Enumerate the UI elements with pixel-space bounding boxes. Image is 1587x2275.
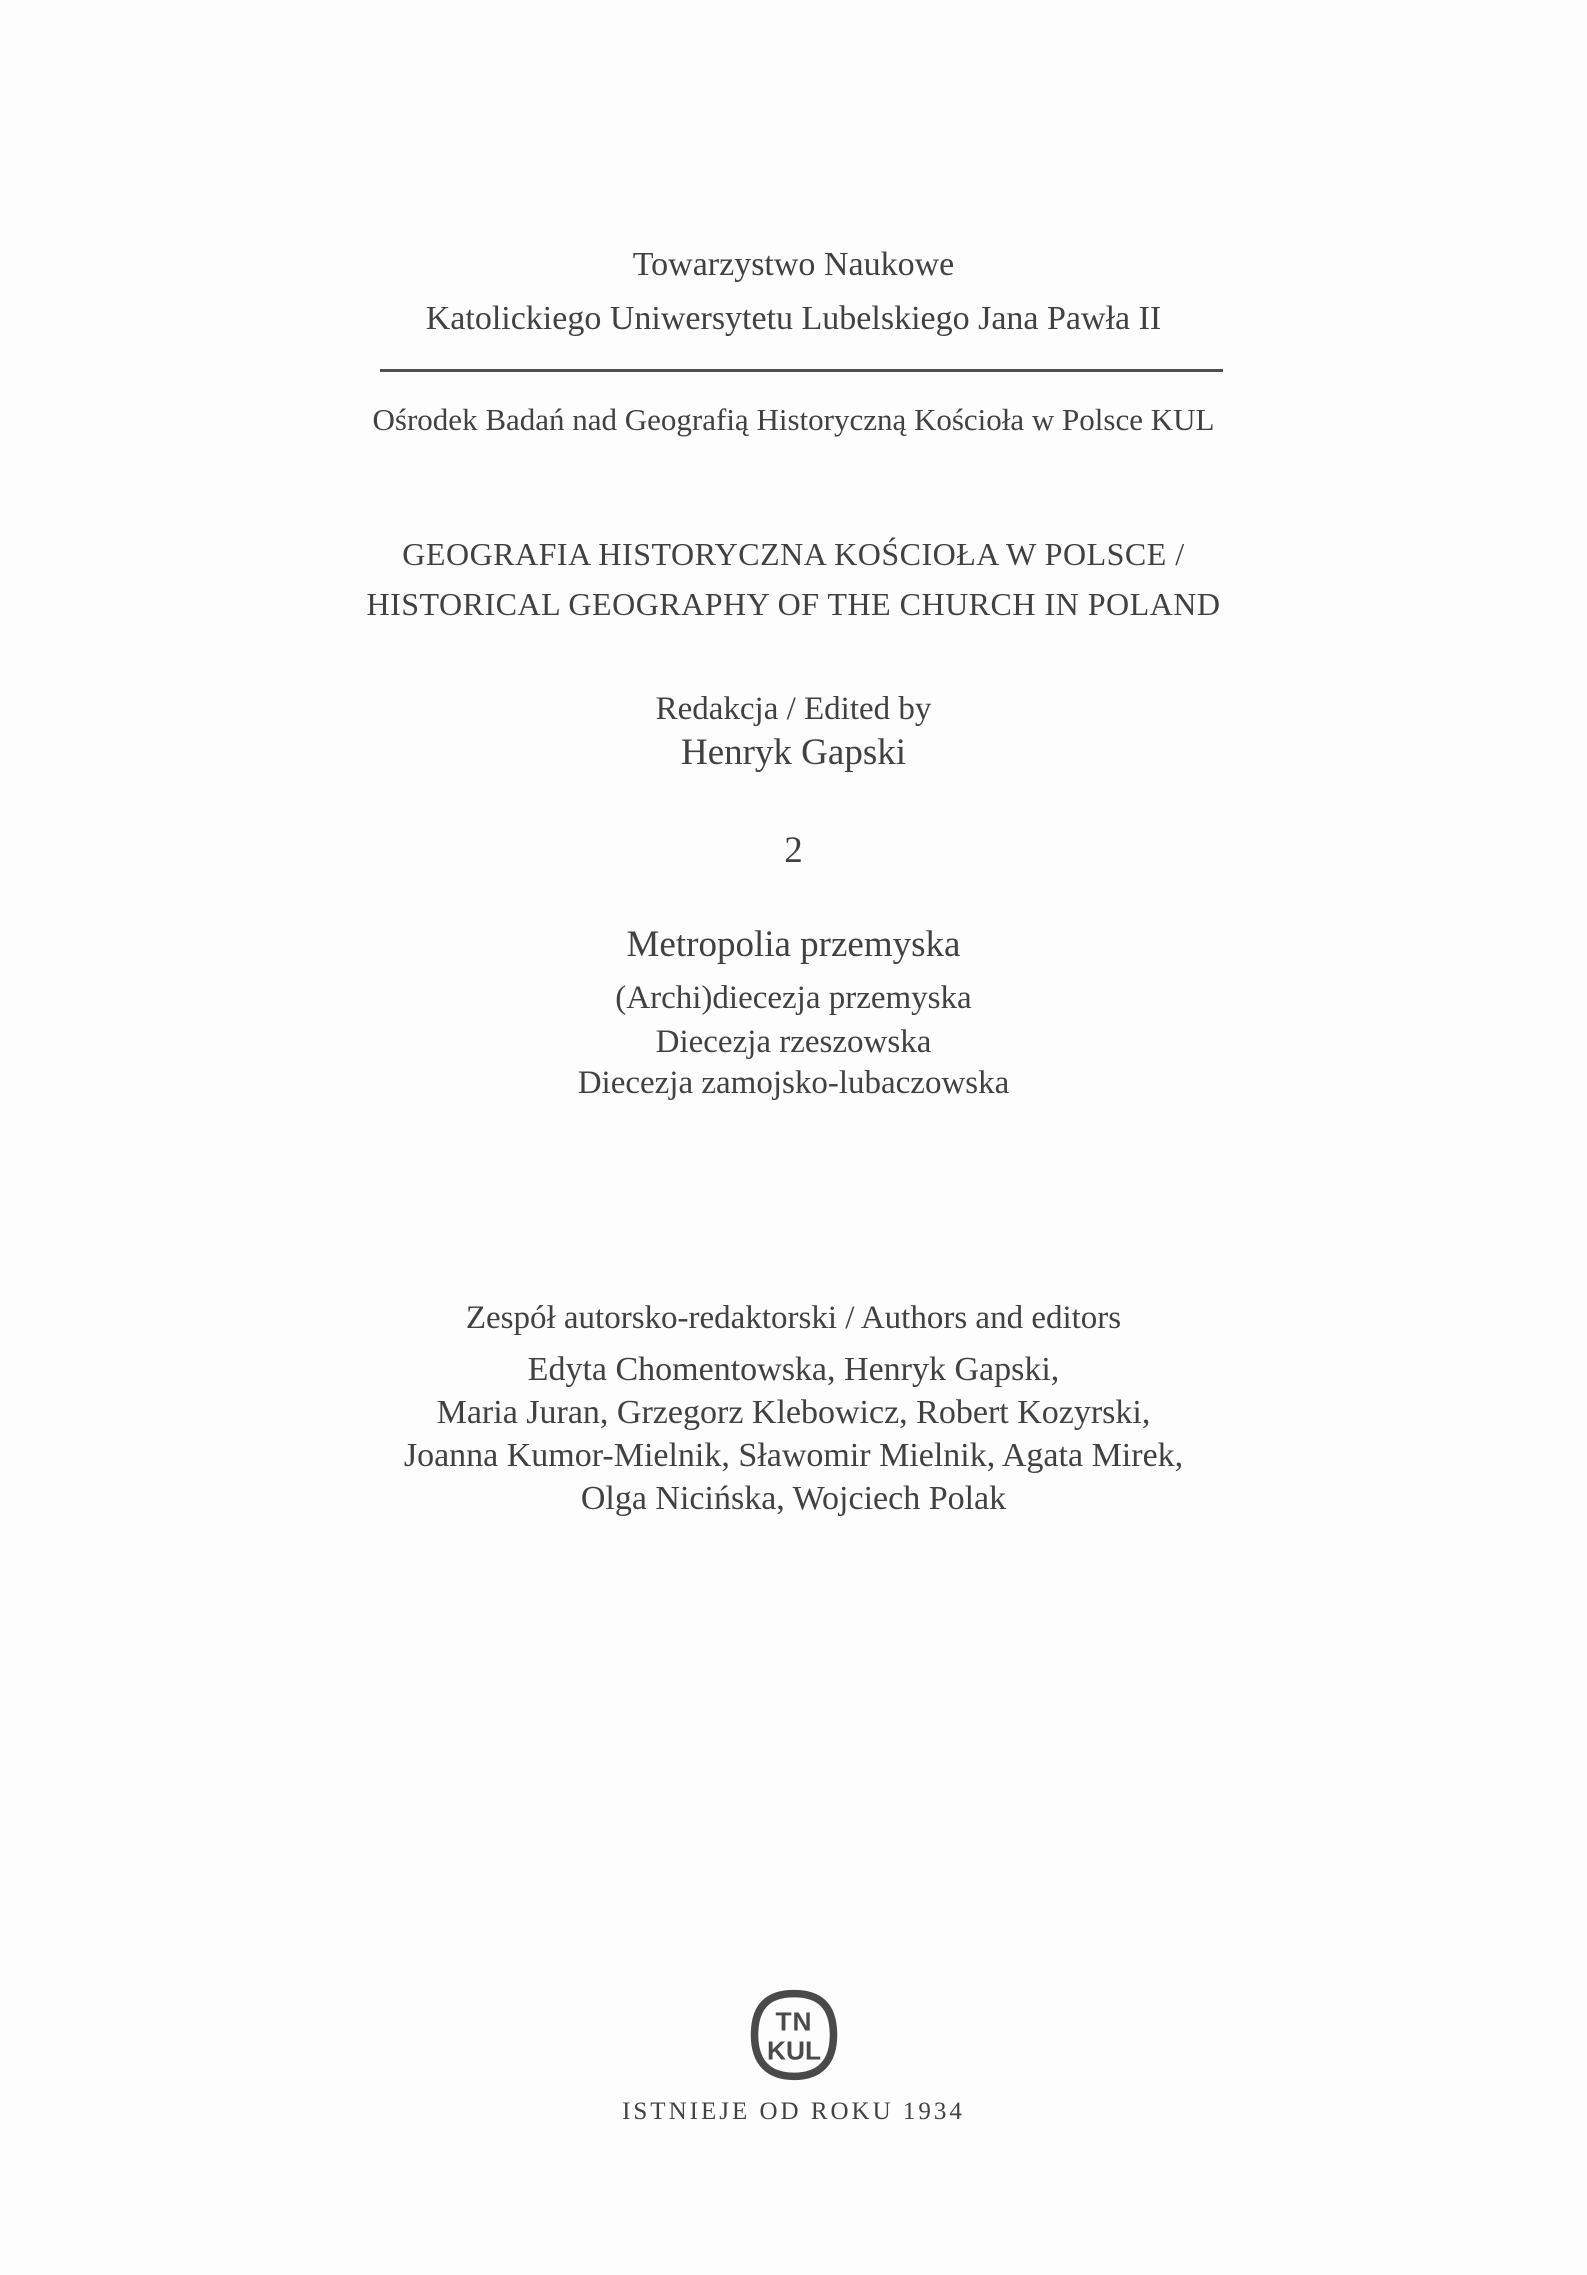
edited-by-label: Redakcja / Edited by xyxy=(655,691,932,727)
editor-name: Henryk Gapski xyxy=(680,732,907,773)
tn-kul-logo xyxy=(747,1988,841,2082)
authors-line-4: Olga Nicińska, Wojciech Polak xyxy=(580,1480,1007,1517)
publisher-name-line1: Towarzystwo Naukowe xyxy=(632,246,955,283)
tn-kul-logo-icon xyxy=(747,1988,841,2082)
publisher-motto: ISTNIEJE OD ROKU 1934 xyxy=(622,2098,965,2125)
horizontal-divider xyxy=(380,369,1223,372)
logo-letters-kul: KUL xyxy=(766,2035,821,2066)
volume-number: 2 xyxy=(784,830,803,871)
institute-name: Ośrodek Badań nad Geografią Historyczną Kościoła w Polsce KUL xyxy=(372,402,1215,437)
publisher-name-line2: Katolickiego Uniwersytetu Lubelskiego Jana Pawła II xyxy=(425,300,1162,337)
authors-line-2: Maria Juran, Grzegorz Klebowicz, Robert Kozyrski, xyxy=(436,1394,1151,1431)
series-title-polish: GEOGRAFIA HISTORYCZNA KOŚCIOŁA W POLSCE / xyxy=(402,536,1185,572)
logo-letters-tn: TN xyxy=(775,2006,812,2037)
volume-title: Metropolia przemyska xyxy=(626,924,961,965)
volume-subtitle-1: (Archi)diecezja przemyska xyxy=(615,980,972,1016)
volume-subtitle-2: Diecezja rzeszowska xyxy=(655,1024,932,1060)
volume-subtitle-3: Diecezja zamojsko-lubaczowska xyxy=(577,1065,1010,1101)
series-title-english: HISTORICAL GEOGRAPHY OF THE CHURCH IN POLAND xyxy=(366,586,1221,622)
authors-heading: Zespół autorsko-redaktorski / Authors and editors xyxy=(465,1300,1122,1336)
authors-line-1: Edyta Chomentowska, Henryk Gapski, xyxy=(527,1351,1060,1388)
authors-line-3: Joanna Kumor-Mielnik, Sławomir Mielnik, Agata Mirek, xyxy=(403,1437,1184,1474)
